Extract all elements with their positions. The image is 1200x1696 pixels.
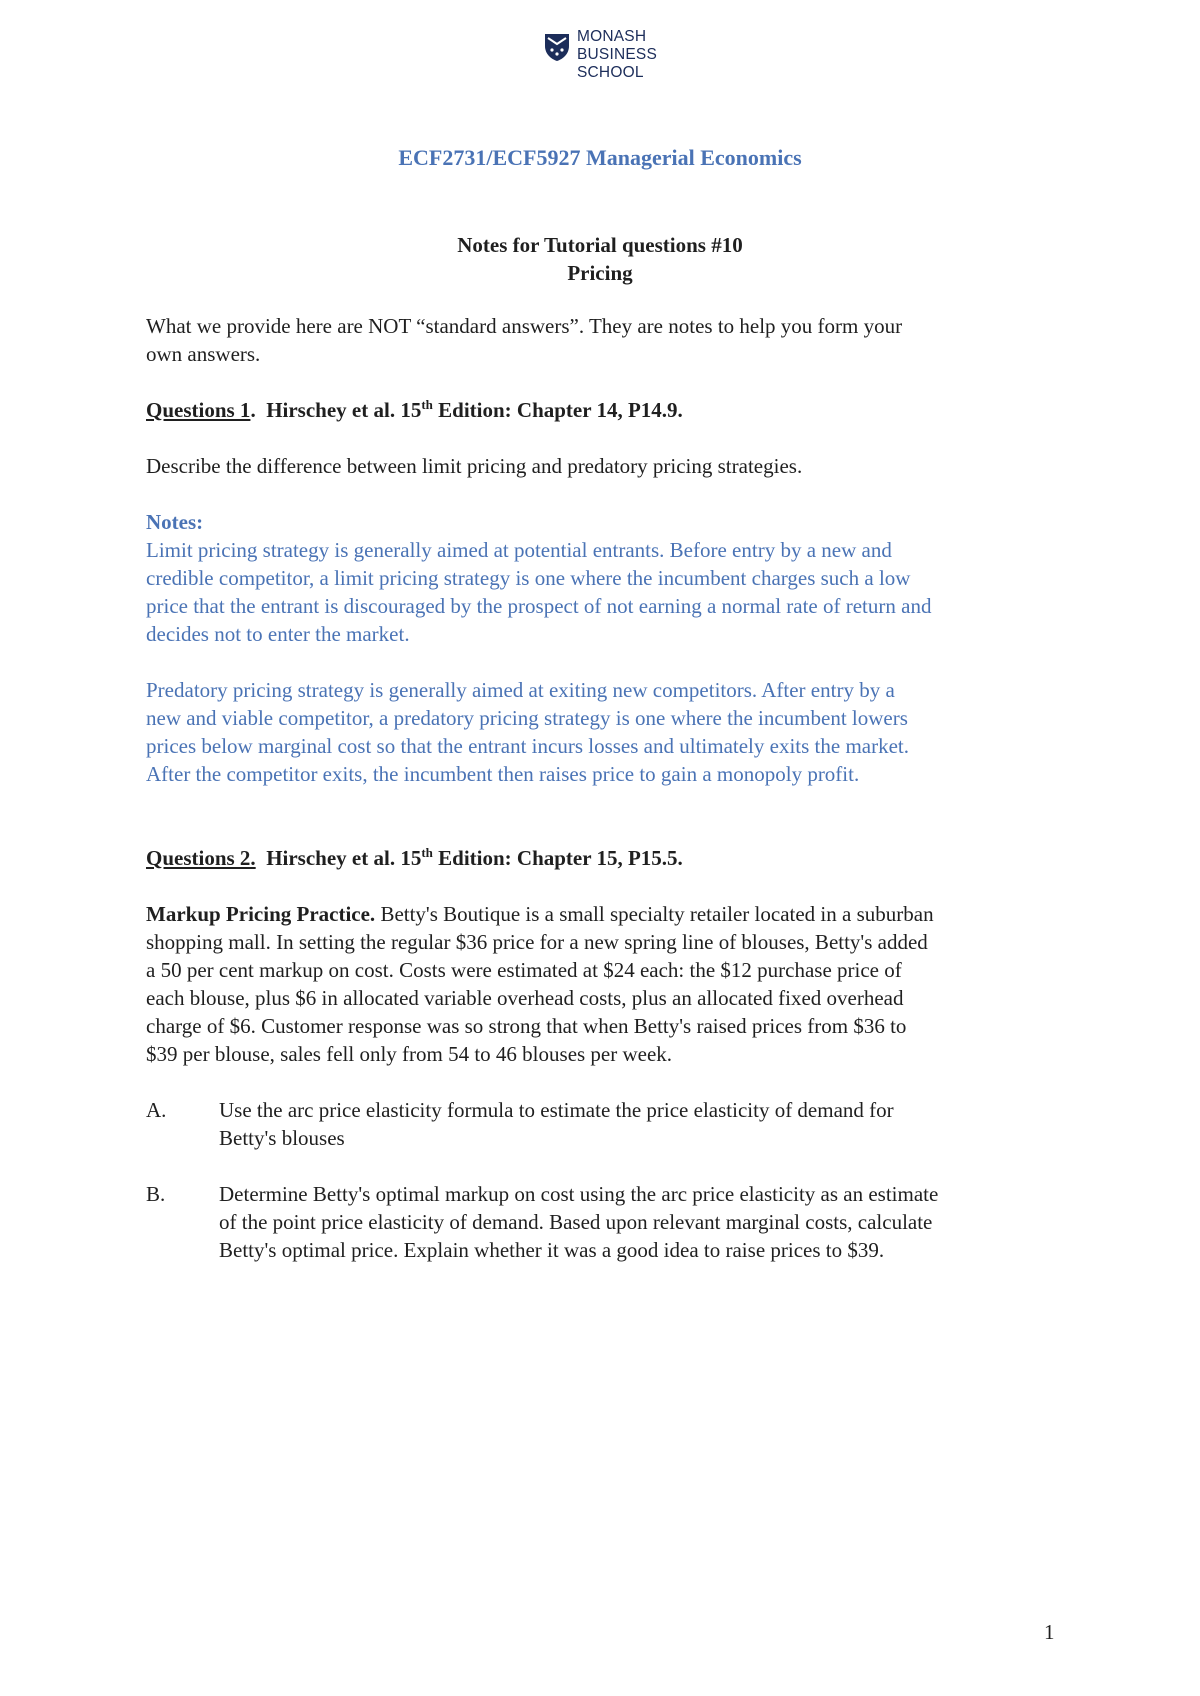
page-number: 1	[1044, 1620, 1055, 1644]
source-text: Hirschey et al. 15	[266, 398, 422, 422]
question-2-heading	[146, 844, 1066, 872]
notes-line: credible competitor, a limit pricing strategy is one where the incumbent charges such a low	[146, 566, 911, 590]
topic-title: Pricing	[567, 261, 633, 285]
logo-line-2: BUSINESS	[577, 46, 657, 63]
source-text: Edition: Chapter 14, P14.9.	[432, 398, 683, 422]
practice-text: Betty's Boutique is a small specialty retailer located in a suburban	[375, 902, 934, 926]
intro-line: What we provide here are NOT “standard answers”. They are notes to help you form your	[146, 314, 903, 338]
notes-line: After the competitor exits, the incumbent then raises price to gain a monopoly profit.	[146, 762, 860, 786]
sub-question-line: Use the arc price elasticity formula to estimate the price elasticity of demand for	[219, 1098, 894, 1122]
question-2-source	[266, 846, 683, 870]
sub-question-text	[219, 1180, 1066, 1264]
monash-shield-icon	[543, 32, 571, 62]
sub-question-line: Determine Betty's optimal markup on cost using the arc price elasticity as an estimate	[219, 1182, 939, 1206]
question-1-label: Questions 1	[146, 398, 251, 422]
tutorial-title-block	[0, 231, 1200, 287]
markup-pricing-paragraph	[146, 900, 1066, 1068]
sub-question-b	[146, 1180, 1066, 1264]
sub-question-line: of the point price elasticity of demand. Based upon relevant marginal costs, calculate	[219, 1210, 933, 1234]
document-body	[146, 312, 1066, 1264]
sub-question-letter: A.	[146, 1098, 167, 1122]
sub-question-line: Betty's blouses	[219, 1126, 345, 1150]
paragraph-line	[146, 900, 1066, 928]
source-superscript: th	[421, 845, 433, 860]
logo-text	[577, 28, 657, 82]
sub-question-letter: B.	[146, 1182, 166, 1206]
question-1-text: Describe the difference between limit pricing and predatory pricing strategies.	[146, 454, 803, 478]
notes-line: Limit pricing strategy is generally aimed at potential entrants. Before entry by a new and	[146, 538, 892, 562]
monash-business-school-logo	[543, 28, 657, 82]
practice-label: Markup Pricing Practice.	[146, 902, 376, 926]
sub-question-text	[219, 1096, 1066, 1152]
intro-paragraph	[146, 312, 1066, 368]
question-2-label: Questions 2.	[146, 846, 256, 870]
paragraph-line: charge of $6. Customer response was so strong that when Betty's raised prices from $36 to	[146, 1014, 907, 1038]
question-1-label-suffix: .	[250, 398, 256, 422]
logo-line-3: SCHOOL	[577, 64, 644, 81]
paragraph-line: $39 per blouse, sales fell only from 54 to 46 blouses per week.	[146, 1042, 673, 1066]
question-1-notes	[146, 508, 1066, 788]
question-1-source	[266, 398, 683, 422]
paragraph-line: a 50 per cent markup on cost. Costs were estimated at $24 each: the $12 purchase price of	[146, 958, 902, 982]
notes-title: Notes for Tutorial questions #10	[457, 233, 743, 257]
sub-question-line: Betty's optimal price. Explain whether it was a good idea to raise prices to $39.	[219, 1238, 885, 1262]
intro-line: own answers.	[146, 342, 261, 366]
source-superscript: th	[421, 397, 433, 412]
notes-line: price that the entrant is discouraged by the prospect of not earning a normal rate of return and	[146, 594, 932, 618]
source-text: Edition: Chapter 15, P15.5.	[432, 846, 683, 870]
notes-line: Predatory pricing strategy is generally aimed at exiting new competitors. After entry by a	[146, 678, 895, 702]
paragraph-line: each blouse, plus $6 in allocated variable overhead costs, plus an allocated fixed overhead	[146, 986, 904, 1010]
paragraph-line: shopping mall. In setting the regular $36 price for a new spring line of blouses, Betty's added	[146, 930, 928, 954]
sub-question-a	[146, 1096, 1066, 1152]
notes-line: new and viable competitor, a predatory pricing strategy is one where the incumbent lowers	[146, 706, 908, 730]
source-text: Hirschey et al. 15	[266, 846, 422, 870]
question-1-heading	[146, 396, 1066, 424]
notes-label: Notes:	[146, 510, 204, 534]
course-title: ECF2731/ECF5927 Managerial Economics	[398, 145, 802, 170]
notes-line: prices below marginal cost so that the entrant incurs losses and ultimately exits the market.	[146, 734, 910, 758]
notes-line: decides not to enter the market.	[146, 622, 410, 646]
logo-line-1: MONASH	[577, 28, 647, 45]
